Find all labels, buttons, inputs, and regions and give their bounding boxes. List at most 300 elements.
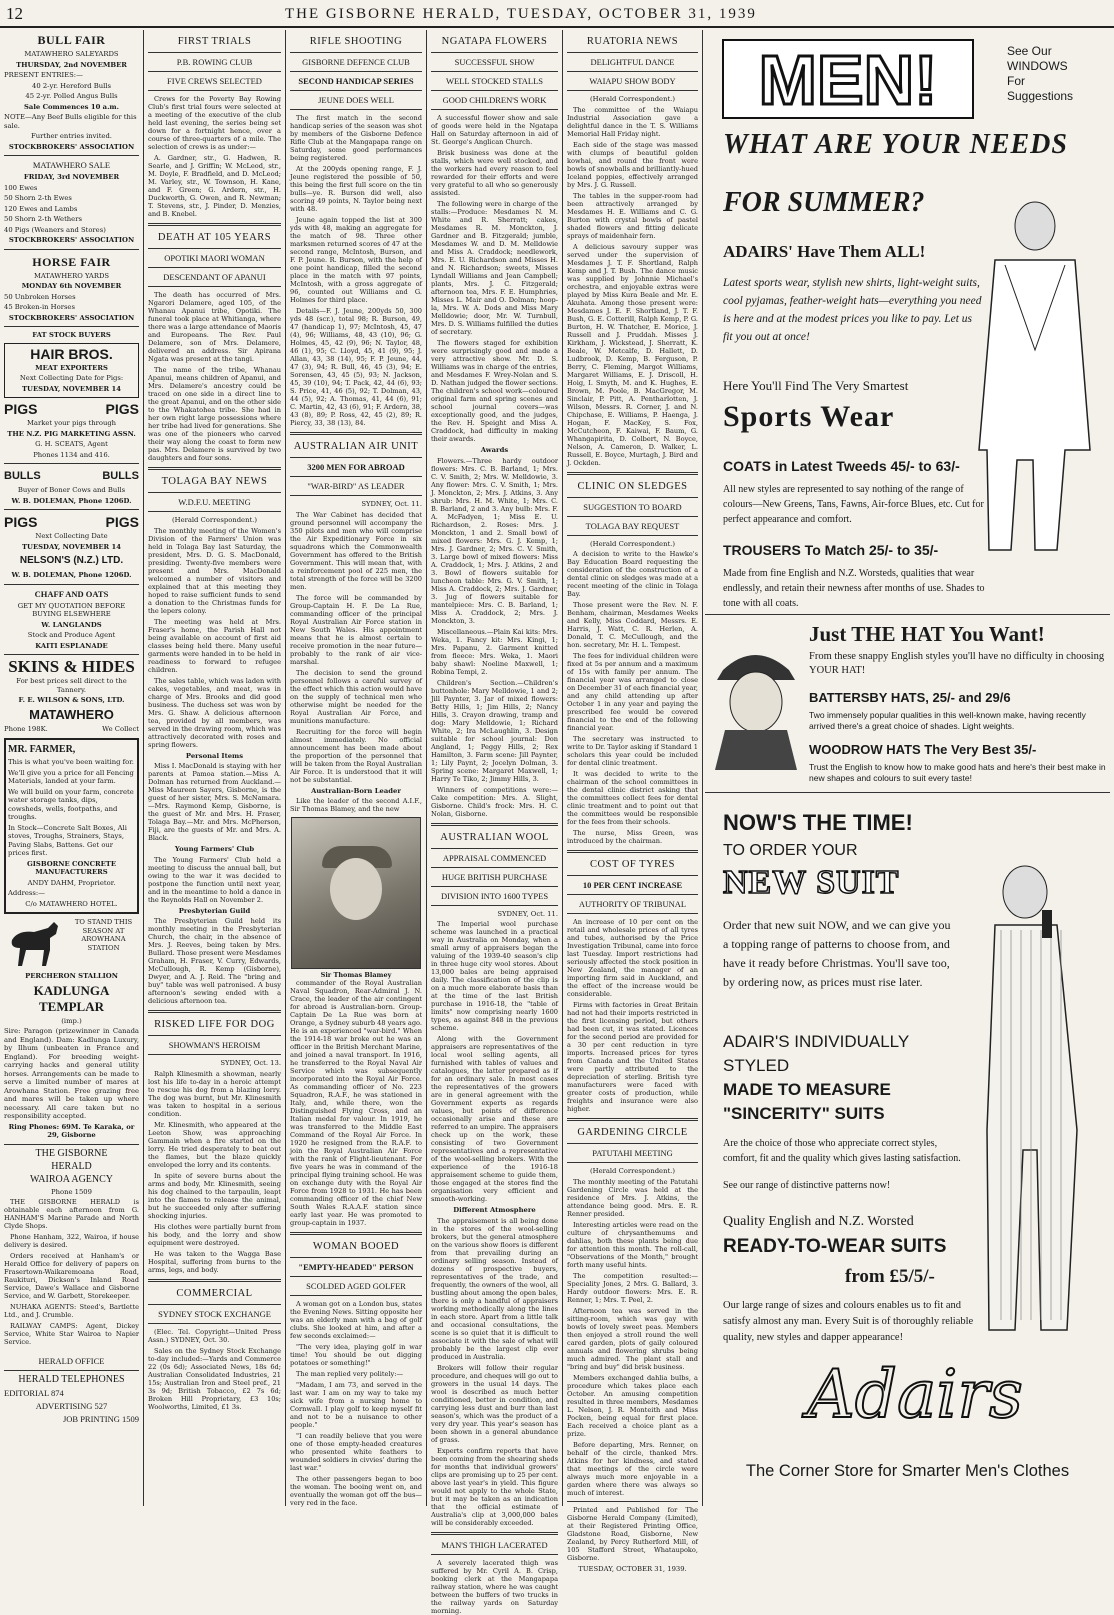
divider	[290, 495, 422, 496]
pigs-heading	[4, 514, 139, 530]
indiv-line: MADE TO MEASURE	[723, 1080, 891, 1099]
sale-line: 50 Shorn 2-th Wethers	[4, 215, 82, 223]
newspaper-title: THE GISBORNE HERALD, TUESDAY, OCTOBER 31, 1939	[285, 6, 757, 22]
subheadline: DESCENDANT OF APANUI	[163, 272, 266, 282]
windows-line: For	[1007, 74, 1025, 88]
divider	[148, 71, 281, 72]
divider	[431, 1532, 558, 1535]
herald-line: Phone 1509	[51, 1187, 92, 1196]
face-shape	[330, 858, 382, 920]
bull-fair-line: 45 2-yr. Polled Angus Bulls	[25, 92, 118, 100]
section-heading: Presbyterian Guild	[178, 906, 251, 915]
article-paragraph: Recruiting for the force will begin almost immediately. No official announcement has been made about the proportion of the personnel that will be taken from the Royal Australian Air Force. It is understood that it will not be substantial.	[290, 727, 422, 784]
indiv-line: "SINCERITY" SUITS	[723, 1104, 885, 1123]
article-paragraph: Afternoon tea was served in the sitting-room, which was gay with bowls of lovely sweet peas. Members then enjoyed a stroll round the well cared garden, plots of gaily coloured annuals and flowering shrubs being much admired. The plant stall and "bring and buy" did brisk business.	[567, 1306, 698, 1371]
article-paragraph: The Presbyterian Guild held its monthly meeting in the Presbyterian Church, the chair, in the absence of Mrs. J. Reeves, being taken by Mrs. Bullard. Those present were Mesdames Graham, H. Fraser, V. Curry, Edwards, McCullough, R. Kemp (Gisborne), Dwyer, and A. J. Reid. The "bring and buy" table was well patronised. A busy afternoon's sewing ended with a delicious afternoon tea.	[148, 917, 281, 1005]
order-text: Order that new suit NOW, and we can give you a topping range of patterns to choose from, and have it ready before Christmas. You'll save too, by ordering now, as prices must rise later.	[723, 918, 951, 989]
adairs-logo: Adairs	[807, 1356, 1023, 1433]
correspondent: (Herald Correspondent.)	[589, 1167, 675, 1175]
quality-worsted: Quality English and N.Z. Worsted	[723, 1214, 914, 1229]
article-paragraph: It was decided to write to the chairman of the school committees in the dental clinic district asking that the committees collect fees for dental clinic treatment and to point out that the committees would be responsible for the fees from their schools.	[567, 770, 698, 826]
farmer-line: ANDY DAHM, Proprietor.	[27, 878, 116, 887]
hair-bros-line: TUESDAY, NOVEMBER 14	[21, 384, 121, 393]
skins-collect: We Collect	[102, 724, 139, 733]
article-paragraph: The Young Farmers' Club held a meeting to discuss the annual ball, but owing to the war it was decided to postpone the function until next year, and in the meantime to hold a dance in the Reynolds Hall on November 2.	[148, 855, 281, 904]
article-paragraph: The nurse, Miss Green, was introduced by the chairman.	[567, 829, 698, 845]
skins-line: F. E. WILSON & SONS, LTD.	[18, 696, 125, 704]
pigs-line: THE N.Z. PIG MARKETING ASSN.	[7, 429, 136, 438]
divider	[567, 875, 698, 876]
divider	[431, 886, 558, 887]
article-paragraph: A woman got on a London bus, states the Evening News. Sitting opposite her was an elderly man with a bag of golf clubs. She looked at him, and after a few seconds exclaimed:—	[290, 1300, 422, 1340]
pigs-title: PIGS	[4, 514, 38, 530]
subheadline: OPOTIKI MAORI WOMAN	[164, 253, 265, 263]
farmer-line: GISBORNE CONCRETE MANUFACTURERS	[26, 859, 117, 876]
farmer-line: C/o MATAWHERO HOTEL.	[25, 899, 118, 908]
article-paragraph: Brokers will follow their regular procedure, and cheques will go out to growers in the usual 14 days. The wool is described as much better conditioned, better in condition, and carrying less dust and burr than last season's, which was the product of a very dry year. This year's season has been shown in a general abundance of grass.	[431, 1363, 558, 1444]
headline: AUSTRALIAN AIR UNIT	[293, 441, 419, 452]
correspondent: (Herald Correspondent.)	[589, 95, 675, 103]
pigs-line: Phones 1134 and 416.	[33, 450, 110, 459]
stallion-name: KADLUNGA TEMPLAR	[33, 982, 110, 1014]
bulls-line: W. B. DOLEMAN, Phone 1206D.	[11, 496, 132, 505]
subheadline: DIVISION INTO 1600 TYPES	[440, 890, 549, 901]
article-paragraph: The first match in the second handicap series of the season was shot by members of the Gisborne Defence Rifle Club at the Mangapapa range on Saturday, some good performances being registered.	[290, 114, 422, 162]
article-paragraph: Flowers.—Three hardy outdoor flowers: Mrs. C. B. Barland, 1; Mrs. C. V. Smith, 2; Mrs. W. Melldowie, 3. Any flower: Mrs. C. V. Smith, 1; Mrs. J. Monckton, 2; Mrs. J. Atkins, 3. Any shrub: Mrs. H. M. White, 1; Mrs. C. B. Barland, 2 and 3. Any bulb: Mrs. F. A. McFadyen, 1; Miss E. U. Richardson, 2. Roses: Mrs. J. Monckton, 1 and 2. Small bowl of mixed flowers: Mrs. G. J. Kemp, 1; Mrs. J. Gardner, 2; Mrs. C. V. Smith, 3. Large bowl of mixed flowers: Miss A. Craddock, 1; Mrs. J. Atkins, 2 and 3. Bowl of flowers suitable for luncheon table: Mrs. G. V. Smith, 1; Miss A. Craddock, 2; Mrs. J. Gardner, 3. Jug of flowers suitable for mantelpiece: Mrs. C. B. Barland, 1; Miss A. Craddock, 2; Mrs. J. Monckton, 3.	[431, 456, 558, 625]
blamey-photo	[291, 817, 421, 969]
see-range: See our range of distinctive patterns now!	[723, 1180, 891, 1191]
article-paragraph: Ralph Klinesmith a showman, nearly lost his life to-day in a heroic attempt to rescue his dog from a blazing lorry. The dog was burnt, but Mr. Klinesmith was taken to hospital in a serious condition.	[148, 1069, 281, 1118]
subheadline: SYDNEY STOCK EXCHANGE	[158, 1308, 271, 1319]
pigs-line: W. B. DOLEMAN, Phone 1206D.	[11, 571, 132, 579]
indiv-line: ADAIR'S INDIVIDUALLY	[723, 1032, 910, 1051]
subheadline: "WAR-BIRD" AS LEADER	[307, 481, 405, 491]
divider	[567, 535, 698, 536]
imprint-date: TUESDAY, OCTOBER 31, 1939.	[578, 1564, 687, 1573]
article-paragraph: The fees for individual children were fixed at 5s per annum and a maximum of 15s with family per annum. The financial year was arranged to close on December 31 of each financial year, and any child attending up after October 1 in any year and paying the prescribed fee would be covered financial to the end of the following financial year.	[567, 652, 698, 732]
divider	[431, 1554, 558, 1555]
bulls-heading	[4, 468, 139, 484]
divider	[148, 1054, 281, 1055]
herald-line: Orders received at Hanham's or Herald Office for delivery of papers on Frasertown-Waikaremoana Road, Raukituri, Dickson's Inland Road Service, Dawe's Wallace and Gisborne Service, and W. Garbett, Storekeeper.	[4, 1252, 139, 1300]
article-paragraph: Before departing, Mrs. Renner, on behalf of the circle, thanked Mrs. Atkins for her kindness, and stated that meetings of the circle were always much more enjoyable in a garden where there was always so much of interest.	[567, 1440, 698, 1497]
article-paragraph: A decision to write to the Hawke's Bay Education Board requesting the consideration of the construction of a dental clinic on sledges was made at a recent meeting of the clinic in Tolaga Bay.	[567, 550, 698, 598]
section-heading: Awards	[480, 446, 509, 454]
chaff-line: W. LANGLANDS	[41, 620, 102, 629]
herald-line: RAILWAY CAMPS: Agent, Dickey Service, White Star Wairoa to Napier Service.	[4, 1322, 139, 1346]
hat-text: From these snappy English styles you'll have no difficulty in choosing YOUR HAT!	[809, 651, 1105, 676]
article-paragraph: At the 200yds opening range, F. J. Jeune registered the possible of 50, this being the first full score on the tin bulls—ye. R. Burson did well, also scoring 49 points, N. Taylor being next with 48.	[290, 165, 422, 213]
article-paragraph: Jeune again topped the list at 300 yds with 48, making an aggregate for the match of 98. Three other marksmen returned scores of 47 at the second range, McIntosh, Burson, and F. P. Jeune. R. Burson, with the help of one point handicap, filled the second place in the match with 97 points, McIntosh, with a gross aggregate of 96, counted out Williams and G. Holmes for third place.	[290, 216, 422, 304]
subheadline: APPRAISAL COMMENCED	[442, 852, 547, 863]
chaff-line: KAITI ESPLANADE	[35, 641, 108, 650]
article-paragraph: The secretary was instructed to write to Dr. Taylor asking if Standard 1 scholars this year could be included for dental clinic treatment.	[567, 735, 698, 767]
subheadline: SHOWMAN'S HEROISM	[168, 1040, 261, 1050]
ad-divider	[705, 792, 1110, 793]
article-paragraph: Interesting articles were read on the culture of chrysanthemums and dahlias, both these plants being due for attention this month. The roll-call, "Observations of the Month," brought forth many useful hints.	[567, 1220, 698, 1269]
article-paragraph: The force will be commanded by Group-Captain H. F. De La Rue, commanding officer of the principal Royal Australian Air Force station in New South Wales. His appointment means that he is almost certain to receive promotion in the near future—probably to the rank of air vice-marshal.	[290, 593, 422, 666]
article-paragraph: The man replied very politely:—	[296, 1370, 404, 1378]
battersby-price: BATTERSBY HATS, 25/- and 29/6	[809, 690, 1011, 705]
skins-title: SKINS & HIDES	[8, 657, 135, 676]
pigs-line: TUESDAY, NOVEMBER 14	[21, 542, 121, 551]
trousers-text: Made from fine English and N.Z. Worsteds, qualities that wear endlessly, and retain their newness after months of use. Shades to tone with all coats.	[723, 568, 985, 609]
bull-fair-line: 40 2-yr. Hereford Bulls	[32, 81, 111, 90]
divider	[290, 1295, 422, 1296]
article-paragraph: The Imperial wool purchase scheme was launched in a practical way in Australia on Monday, when a small army of appraisers began the valuing of the 1939-40 season's clip in three huge city wool stores. About 13,000 bales are being appraised daily. The classification of the clip is on a much more elaborate basis than at the time of the last British purchase in 1916-18, the "table of limits" now comprising nearly 1600 types, as against 848 in the previous scheme.	[431, 920, 558, 1032]
skins-footer	[4, 723, 139, 736]
divider	[148, 1304, 281, 1305]
phone-editorial: EDITORIAL 874	[4, 1388, 64, 1398]
farmer-line: This is what you've been waiting for.	[8, 758, 134, 766]
article-paragraph: The monthly meeting of the Patutahi Gardening Circle was held at the residence of Mrs. J. Atkins, the attendance being good. Mrs. E. R. Renner presided.	[567, 1177, 698, 1218]
skins-line: For best prices sell direct to the Tannery.	[16, 677, 127, 694]
article-paragraph: Miscellaneous.—Plain Kai kits: Mrs. Weka, 1. Fancy kit: Mrs. Kingi, 1; Mrs. Papanu, 2. Garment knitted from fleece: Mrs. Weka, 1. Maori baby shawl: Noeline Maxwell, 1; Robina Tempi, 2.	[431, 627, 558, 676]
page-number: 12	[6, 4, 23, 23]
headline: WOMAN BOOED	[312, 1241, 400, 1252]
article-paragraph: The flowers staged for exhibition were surprisingly good and made a very attractive show. Mr. D. S. Williams was in charge of the entries, and Mesdames F. Wrey-Nolan and S. D. Nathan judged the flower sections. The children's school work—coloured original farm and spring scenes and school journal covers—was exceptionally good, and the judges, the Rev. H. Speight and Miss A. Craddock, had difficulty in making their awards.	[431, 339, 558, 443]
subheadline: SECOND HANDICAP SERIES	[298, 76, 414, 86]
article-paragraph: Along with the Government appraisers are representatives of the local wool selling agents, all furnished with tables of values and catalogues, the latter prepared as if for an ordinary sale. In most cases the representatives of the growers are in general agreement with the Government experts as regards values, but points of difference occasionally arise and these are referred to an umpire. The appraisers check up on the work, these consisting of two Government representatives and a representative of the wool-selling brokers. With the experience of the 1916-18 appraisement scheme to guide them, those engaged at the stores find the organisation very efficient and smooth-working.	[431, 1035, 559, 1203]
fat-stock-buyers: FAT STOCK BUYERS	[32, 331, 111, 339]
subheadline: DELIGHTFUL DANCE	[590, 57, 675, 67]
divider	[290, 90, 422, 91]
subheadline: SCOLDED AGED GOLFER	[306, 1281, 406, 1291]
mr-farmer-ad	[4, 738, 139, 914]
bull-fair-line: PRESENT ENTRIES:—	[4, 71, 83, 79]
article-paragraph: commander of the Royal Australian Naval Squadron, Rear-Admiral J. N. Crace, the leader of the air contingent for abroad is Australian-born. Group-Captain De La Rue was born at Orange, a Sydney suburb 48 years ago. He is an experienced "war-bird." When the 1914-18 war broke out he was an officer in the British Merchant Marine, and joined a naval transport. In 1916, he transferred to the Royal Naval Air Service which was subsequently incorporated into the Royal Air Force. As commanding officer of No. 223 Squadron, R.A.F., he was stationed in Italy, and, while there, won the Distinguished Flying Cross, and an Italian medal for valour. In 1919, he was transferred to the Middle East Command of the Royal Air Force. In 1920 he resigned from the R.A.F. to join the Royal Australian Air Force with the rank of Flight-lieutenant. For five years he was in command of the principal flying training school. He was on exchange duty with the Royal Air Force from 1928 to 1931. He has been commanding officer of the chief New South Wales R.A.A.F. station since early last year. He was promoted to group-captain in 1937.	[290, 979, 422, 1227]
matawhero-sale-title: MATAWHERO SALE	[32, 160, 111, 170]
subheadline: "EMPTY-HEADED" PERSON	[298, 1262, 414, 1272]
divider	[290, 1232, 422, 1235]
stockbrokers-association: STOCKBROKERS' ASSOCIATION	[8, 142, 135, 151]
pigs-title: PIGS	[4, 401, 38, 417]
woodrow-text: Trust the English to know how to make good hats and here's their best make in new shapes and colours to suit every taste!	[809, 762, 1106, 783]
sale-line: 50 Shorn 2-th Ewes	[4, 194, 72, 202]
divider	[431, 52, 558, 53]
section-heading: Young Farmers' Club	[174, 845, 255, 853]
imprint: Printed and Published for The Gisborne Herald Company (Limited), at their Registered Printing Office, Gladstone Road, Gisborne, New Zealand, by Percy Rutherford Mill, of 105 Stafford Street, Whataupoko, Gisborne.	[567, 1505, 698, 1562]
article-paragraph: The tables in the supper-room had been attractively arranged by Mesdames H. E. Williams and C. G. Burton with crystal bowls of pastel shaded flowers and fitting delicate sprays of maidenhair fern.	[567, 191, 698, 240]
headline: RIFLE SHOOTING	[309, 36, 403, 47]
headline: NGATAPA FLOWERS	[441, 36, 548, 47]
bull-fair-place: MATAWHERO SALEYARDS	[24, 50, 119, 58]
herald-agency-title: HERALD	[51, 1160, 92, 1172]
to-order: TO ORDER YOUR	[723, 842, 858, 859]
photo-caption: Sir Thomas Blamey	[320, 971, 392, 979]
herald-line: THE GISBORNE HERALD is obtainable each afternoon from G. HANHAM'S Marine Parade and North Clyde Shops.	[4, 1198, 139, 1230]
column-five	[563, 30, 703, 1573]
article-paragraph: Children's Section.—Children's buttonhole: Mary Melldowie, 1 and 2; Jill Paynter, 3. Jar of mixed flowers: Betty Hills, 1; Jim Hills, 2; Nancy Hills, 3. Crayon drawing, tramp and dog: Mary Melldowie, 1; Richard White, 2; Ira McLaughlin, 3. Design suitable for school journal: Don Angland, 1; Peggy Hills, 2; Rex Hamilton, 3. Farm scene: Jill Paynter, 1; Lily Paynt, 2; Jocelyn Dolman, 3. Spring scene: Margaret Maxwell, 1; Harry Te Tiko, 2; Jimmy Hills, 3.	[431, 678, 558, 783]
divider	[567, 1118, 698, 1121]
farmer-line: We'll give you a price for all Fencing Materials, landed at your farm.	[8, 768, 134, 785]
adairs-advertisement	[705, 30, 1110, 1506]
section-heading: Different Atmosphere	[453, 1206, 536, 1214]
subheadline: 3200 MEN FOR ABROAD	[307, 462, 405, 472]
ready-to-wear-price: from £5/5/-	[845, 1266, 935, 1287]
article-paragraph: (Elec. Tel. Copyright—United Press Assn.) SYDNEY, Oct. 30.	[148, 1327, 281, 1344]
article-paragraph: The decision to send the ground personnel follows a careful survey of the effect which this action would have on the supply of technical men who otherwise might be needed for the Royal Australian Air Force, and munitions manufacture.	[290, 668, 422, 725]
individually-styled	[723, 1030, 983, 1126]
divider	[567, 472, 698, 475]
article-paragraph: The competition resulted:—Speciality Jones, 2 Mrs. G. Ballard, 3. Hardy outdoor flowers: Mrs. E. R. Renner, 1; Mrs. T. Peel, 2.	[567, 1271, 698, 1304]
article-paragraph: Details—F. J. Jeune, 200yds 50, 300 yds 48 (scr.), total 98; R. Burson, 49, 47 (handicap 1), 97; McIntosh, 45, 47 (4), 96; Williams, 48, 43 (10), 96; G. Holmes, 45, 42 (9), 96; N. Taylor, 48, 46 (1), 95; C. Lloyd, 45, 41 (9), 95; J. Allan, 43, 38 (14), 95; F. P. Jeune, 44, 47 (3), 94; R. Bull, 46, 45 (3), 94; E. Sorensen, 43, 45 (5), 93; N. Jackson, 45, 39 (10), 94; T. Pack, 42, 44 (6), 93; S. Price, 41, 46 (5), 92; T. Dolman, 43, 44 (5), 92; A. Thomas, 41, 44 (6), 91; C. Martin, 42, 43 (6), 91; F. Ardern, 38, 43 (8), 89; P. Ross, 42, 45 (2), 89; R. Piercy, 33, 38 (13), 84.	[290, 307, 422, 427]
sports-wear-heading: Sports Wear	[723, 400, 895, 433]
headline: RISKED LIFE FOR DOG	[154, 1019, 275, 1030]
headline: DEATH AT 105 YEARS	[157, 232, 272, 243]
hat-heading: Just THE HAT You Want!	[809, 622, 1045, 646]
divider	[567, 497, 698, 498]
divider	[148, 286, 281, 287]
subheadline: PATUTAHI MEETING	[592, 1148, 673, 1158]
article-paragraph: Those present were the Rev. N. F. Benham, chairman, Mesdames Weeks and Kelly, Miss Coddard, Messrs. E. Harris, J. Watt, C. R. Herlen, A. Donald, T. C. McCullough, and the hon. secretary, Mr. H. L. Tempest.	[567, 601, 698, 649]
article-paragraph: A. Gardner, str., G. Hadwen, R. Searle, and J. Griffin; W. McLeod, str., M. Doyle, F. Bradfield, and D. McLeod; M. Varley, str., W. Townson, H. Kane, and F. Green; G. Ardern, str., H. Duckworth, G. Owen, and R. Newman; T. Stevens, str., J. Pinder, D. Menzies, and B. Knebel.	[148, 154, 281, 218]
divider	[567, 516, 698, 517]
divider	[148, 52, 281, 53]
bulls-line: Buyer of Boner Cows and Bulls	[17, 486, 126, 494]
article-paragraph: Crews for the Poverty Bay Rowing Club's first trial fours were selected at a meeting of the executive of the club held last evening, the series being set down for a fortnight hence, over a course of three-quarters of a mile. The selection of crews is as under:—	[148, 95, 281, 151]
subheadline: W.D.F.U. MEETING	[178, 497, 251, 507]
subheadline: AUTHORITY OF TRIBUNAL	[578, 899, 687, 909]
stallion-line: TO STAND THIS SEASON AT AROWHANA STATION	[74, 918, 133, 952]
herald-office: HERALD OFFICE	[38, 1356, 105, 1366]
section-heading: Personal Items	[185, 751, 244, 760]
dateline: SYDNEY, Oct. 11.	[497, 909, 558, 918]
divider	[567, 913, 698, 914]
bull-fair-line: NOTE—Any Beef Bulls eligible for this sale.	[4, 113, 137, 130]
skins-phone: Phone 198K.	[4, 724, 48, 733]
smartest-text: Here You'll Find The Very Smartest	[723, 378, 909, 393]
subheadline: WAIAPU SHOW BODY	[589, 76, 676, 86]
article-paragraph: The monthly meeting of the Women's Division of the Farmers' Union was held in Tolaga Bay last Saturday, the president, Mrs. D. G. S. MacDonald, presiding. Twenty-five members were present and Mrs. MacDonald welcomed a number of visitors and explained that at this meeting they hoped to raise sufficient funds to send a donation to the Christmas funds for the lepers colony.	[148, 526, 281, 615]
subheadline: SUCCESSFUL SHOW	[454, 57, 535, 67]
bull-fair-line: Further entries invited.	[31, 132, 112, 140]
windows-line: WINDOWS	[1007, 59, 1068, 73]
subheadline: 10 PER CENT INCREASE	[582, 880, 683, 890]
needs-heading: FOR SUMMER?	[723, 187, 925, 218]
divider	[567, 894, 698, 895]
section-heading: Australian-Born Leader	[311, 786, 401, 795]
farmer-line: We will build on your farm, concrete water storage tanks, dips, cowsheds, wells, footpaths, and troughs.	[8, 787, 134, 821]
chaff-title: CHAFF AND OATS	[34, 588, 109, 599]
article-paragraph: The death has occurred of Mrs. Ngarori Delamere, aged 105, of the Whanau Apanui tribe, Opotiki. The funeral took place at Whitianga, where there was a large attendance of Maoris and Europeans. The Rev. Paul Delamere, son of Mrs. Delamere, delivered an address. Sir Apirana Ngata was present at the tangi.	[148, 291, 281, 363]
article-paragraph: A severely lacerated thigh was suffered by Mr. Cyril A. B. Crisp, booking clerk at the Mangapapa railway station, where he was caught between the buffers of two trucks in the railway yards on Saturday morning.	[431, 1558, 558, 1615]
sports-man-illustration	[979, 202, 1090, 550]
divider	[4, 1370, 139, 1371]
headline: COMMERCIAL	[176, 1287, 253, 1299]
article-paragraph: Brisk business was done at the stalls, which were well stocked, and the workers had every reason to feel rewarded for their efforts and were very grateful to all who so generously assisted.	[431, 149, 558, 197]
hat-man-illustration	[715, 655, 797, 770]
matawhero-sale-date: FRIDAY, 3rd NOVEMBER	[23, 173, 120, 181]
divider	[290, 457, 422, 458]
divider	[567, 850, 698, 853]
article-paragraph: Firms with factories in Great Britain had not had their imports restricted in the first licensing period, but others had been cut, it was stated. Licences for the second period are provided for a 30 per cent reduction in tyre imports. Increased prices for tyres from Canada and the United States were partly attributed to the depreciation of sterling. British tyre manufacturers were faced with greater costs of production, while freights and insurance were also higher.	[567, 1001, 698, 1113]
farmer-line: Address:—	[8, 889, 45, 897]
dateline: SYDNEY, Oct. 11.	[361, 500, 422, 508]
pigs-line: G. H. SCEATS, Agent	[35, 440, 108, 448]
farmer-line: In Stock—Concrete Salt Boxes, Ali stoves, Troughs, Strainers, Stays, Paving Slabs, Battens. Get our prices first.	[8, 823, 127, 857]
divider	[148, 492, 281, 493]
range-text: Our large range of sizes and colours enables us to fit and satisfy almost any man. Every Suit is of thoroughly reliable quality, new styles and dapper appearance!	[723, 1300, 974, 1343]
new-suit-heading: NEW SUIT	[723, 864, 900, 901]
article-paragraph: His clothes were partially burnt from his body, and the lorry and show equipment were destroyed.	[148, 1222, 281, 1247]
corner-store-tagline: The Corner Store for Smarter Men's Clothes	[745, 1462, 1070, 1480]
mr-farmer-title: MR. FARMER,	[8, 744, 76, 755]
article-paragraph: The name of the tribe, Whanau Apanui, means children of Apanui, and Mrs. Delamere's ancestry could be traced on one side in a direct line to the great Apanui, and on the other side to the Whakatohea tribe. She had in her own right large possessions where her tribe had lived for generations. She was one of the pioneers who carved their way along the coast to form new pas. Mrs. Delamere is survived by two daughters and four sons.	[148, 366, 281, 462]
divider	[148, 1010, 281, 1013]
coats-price: COATS in Latest Tweeds 45/- to 63/-	[723, 458, 960, 474]
subheadline: WELL STOCKED STALLS	[445, 76, 544, 86]
divider	[290, 476, 422, 477]
article-paragraph: Experts confirm reports that have been coming from the shearing sheds for months that individual growers' clips are promising up to 25 per cent. above last year's in yield. This figure would not apply to the whole State, but it may be taken as an indication that the official estimate of Australia's clip at 3,000,000 bales will be considerably exceeded.	[431, 1446, 558, 1527]
divider	[148, 1035, 281, 1036]
divider	[4, 509, 139, 510]
bulls-title: BULLS	[4, 470, 41, 482]
bull-fair-title: BULL FAIR	[37, 33, 106, 47]
subheadline: GOOD CHILDREN'S WORK	[442, 95, 547, 105]
divider	[567, 90, 698, 91]
article-paragraph: He was taken to the Wagga Base Hospital, suffering from burns to the arms, legs, and body.	[148, 1249, 281, 1274]
herald-line: NUHAKA AGENTS: Steed's, Bartlette Ltd., and J. Crumble.	[4, 1303, 139, 1319]
indiv-line: STYLED	[723, 1056, 790, 1075]
article-paragraph: The appraisement is all being done in the stores of the wool-selling brokers, but the general atmosphere on the various show floors is different from that prevailing during an ordinary selling season. Instead of dozens of prospective buyers, representatives of the trade, and frequently, the owners of the wool, all bustling about among the open bales, there is only a handful of appraisers working methodically along the lines in each store. Apart from a little talk and occasional consultations, the scene is so quiet that it is difficult to associate it with the sale of what will probably be the largest clip ever produced in Australia.	[431, 1216, 558, 1361]
needs-heading: WHAT ARE YOUR NEEDS	[723, 129, 1068, 160]
article-paragraph: Miss I. MacDonald is staying with her parents at Pamoa station.—Miss A. Dolman has returned from Auckland.—Miss Maureen Sayers, Gisborne, is the guest of her sister, Mrs. S. McNamara.—Mrs. Raymond Kemp, Gisborne, is the guest of Mr. and Mrs. H. Fraser, Tolaga Bay.—Mr. and Mrs. McPherson, Fiji, are the guests of Mr. and Mrs. A. Black.	[148, 762, 281, 842]
pigs-title: PIGS	[105, 401, 139, 417]
divider	[567, 1501, 698, 1502]
horse-line: 50 Unbroken Horses	[4, 292, 76, 301]
article-paragraph: In spite of severe burns about the arms and body, Mr. Klinesmith, seeing his dog chained to the tarpaulin, leapt into the flames to release the animal, but he succeeded only after suffering shocking injuries.	[148, 1171, 281, 1220]
divider	[148, 90, 281, 91]
pigs-line: Market your pigs through	[26, 419, 117, 427]
article-paragraph: An increase of 10 per cent on the retail and wholesale prices of all tyres and tubes, authorised by the Price Investigation Tribunal, came into force last Tuesday. Import restrictions had seriously affected the stock position in New Zealand, the manager of an importing firm said in Auckland, and the effect of the increase would be considerable.	[567, 918, 698, 998]
correspondent: (Herald Correspondent.)	[171, 516, 257, 524]
headline: RUATORIA NEWS	[586, 36, 679, 47]
subheadline: P.B. ROWING CLUB	[176, 57, 253, 67]
divider	[148, 223, 281, 226]
subheadline: FIVE CREWS SELECTED	[167, 76, 262, 86]
sale-line: 100 Ewes	[4, 183, 38, 192]
wairoa-agency: WAIROA AGENCY	[29, 1173, 114, 1185]
headline: AUSTRALIAN WOOL	[440, 831, 549, 843]
suit-man-illustration	[987, 866, 1077, 1330]
stockbrokers-association: STOCKBROKERS' ASSOCIATION	[8, 236, 135, 244]
article-paragraph: The War Cabinet has decided that ground personnel will accompany the 350 pilots and men who will comprise the Air Expeditionary Force in six squadrons which the Commonwealth Government has offered to the British Government. This will mean that, with a reinforcement pool of 225 men, the total strength of the force will be 3200 men.	[290, 510, 422, 591]
divider	[567, 1162, 698, 1163]
dateline: SYDNEY, Oct. 13.	[220, 1059, 281, 1067]
article-paragraph: Mr. Klinesmith, who appeared at the Leeton Show, was approaching Gammain when a fire started on the lorry. He tried desperately to beat out the flames, but the blaze quickly enveloped the lorry and its contents.	[148, 1120, 281, 1169]
horse-fair-place: MATAWHERO YARDS	[33, 271, 110, 280]
latest-text: Latest sports wear, stylish new shirts, light-weight suits, cool pyjamas, feather-weight hats—everything you need is here and at the modest prices you like to pay. Let us fit you out at once!	[723, 277, 982, 343]
article-paragraph: The committee of the Waiapu Industrial Association gave a delightful dance in the T. S. Williams Memorial Hall Friday night.	[567, 105, 698, 138]
windows-note	[1007, 44, 1107, 104]
article-paragraph: "Madam, I am 73, and served in the last war. I am on my way to take my sick wife from a nursing home to Cornwall. I play golf to keep myself fit and not to be a nuisance to other people."	[290, 1381, 422, 1429]
divider	[431, 867, 558, 868]
chaff-line: GET MY QUOTATION BEFORE BUYING ELSEWHERE	[17, 601, 126, 618]
pigs-heading	[4, 401, 139, 417]
battersby-text: Two immensely popular qualities in this well-known make, having recently arrived there's a great choice of shades. Light weights.	[809, 710, 1086, 731]
ready-to-wear: READY-TO-WEAR SUITS	[723, 1236, 947, 1257]
divider	[4, 326, 139, 327]
column-four	[427, 30, 563, 1615]
herald-telephones: HERALD TELEPHONES	[18, 1374, 125, 1385]
windows-line: See Our	[1007, 44, 1052, 58]
bull-fair-date: THURSDAY, 2nd NOVEMBER	[16, 60, 127, 69]
article-paragraph: Winners of competitions were:—Cake competition: Mrs. A. Slight, Gisborne. Child's frock: Mrs. H. C. Nolan, Gisborne.	[431, 785, 558, 818]
divider	[567, 1143, 698, 1144]
subheadline: TOLAGA BAY REQUEST	[585, 520, 680, 531]
skins-matawhero: MATAWHERO	[29, 706, 114, 722]
subheadline: HUGE BRITISH PURCHASE	[441, 871, 548, 882]
article-paragraph: The following were in charge of the stalls:—Produce: Mesdames N. M. White and R. Sherratt; cakes, Mesdames R. M. Monckton, J. Gardner and B. Fitzgerald; jumble, Mesdames W. and D. M. Melldowie and Miss A. Craddock; needlework, Mrs. E. U. Richardson and Misses H. and N. Richardson; sweets, Misses Lyndall Williams and Jean Campbell; plants, Mrs. J. C. Fitzgerald; afternoon tea, Mrs. F. E. Humphries, Misses L. Mair and O. Dolman; hoop-la, Mrs. W. A. Dods and Miss Mary Melldowie; door, Mr. W. Turnbull, Mrs. D. S. Williams fulfilled the duties of secretary.	[431, 200, 558, 336]
hair-bros-sub: MEAT EXPORTERS	[35, 363, 108, 372]
article-paragraph: The other passengers began to boo the woman. The booing went on, and eventually the woman got off the bus—very red in the face.	[290, 1475, 422, 1507]
headline: FIRST TRIALS	[177, 36, 252, 47]
divider	[148, 248, 281, 249]
stockbrokers-association: STOCKBROKERS' ASSOCIATION	[8, 313, 135, 322]
article-paragraph: "The very idea, playing golf in war time! You should be out digging potatoes or something!"	[290, 1343, 422, 1367]
subheadline: GISBORNE DEFENCE CLUB	[302, 57, 410, 67]
stallion-text: Sire: Paragon (prizewinner in Canada and England). Dam: Kadlunga Luxury, by Ilhum (unbeaten in France and England). For breeding weight-carrying hacks and general utility horses. Arrangements can be made to serve a limited number of mares at Arowhana Station. Free grazing free and mares will be taken up where necessary. All care taken but no responsibility accepted.	[4, 1027, 139, 1120]
herald-agency-title: THE GISBORNE	[35, 1147, 108, 1159]
ad-divider	[705, 614, 1110, 615]
divider	[431, 71, 558, 72]
divider	[148, 1323, 281, 1324]
divider	[4, 584, 139, 585]
subheadline: SUGGESTION TO BOARD	[583, 501, 682, 512]
phone-advertising: ADVERTISING 527	[35, 1401, 108, 1411]
divider	[4, 1144, 139, 1145]
chaff-line: Stock and Produce Agent	[27, 631, 116, 639]
headline: GARDENING CIRCLE	[577, 1127, 688, 1138]
woodrow-price: WOODROW HATS The Very Best 35/-	[809, 742, 1037, 757]
adairs-have: ADAIRS' Have Them ALL!	[723, 242, 926, 261]
headline: TOLAGA BAY NEWS	[161, 476, 268, 487]
divider	[4, 155, 139, 156]
divider	[567, 52, 698, 53]
correspondent: (Herald Correspondent.)	[589, 539, 675, 548]
divider	[431, 90, 558, 91]
divider	[290, 109, 422, 110]
pigs-line: Next Collecting Date	[35, 532, 108, 540]
coats-text: All new styles are represented to say nothing of the range of colours—New Greens, Tans, Fawns, Air-force Blues, etc. Cut for perfect appearance and comfort.	[723, 484, 984, 525]
article-paragraph: "I can readily believe that you were one of those empty-headed creatures who presented white feathers to wounded soldiers in civvies' during the last war."	[290, 1432, 422, 1472]
divider	[290, 52, 422, 53]
divider	[290, 432, 422, 435]
stallion-imp: (imp.)	[61, 1016, 82, 1025]
stallion-phones: Ring Phones: 69M. Te Karaka, or 29, Gisborne	[8, 1122, 135, 1139]
article-paragraph: A successful flower show and sale of goods were held in the Ngatapa Hall on Saturday afternoon in aid of St. George's Anglican Church.	[431, 114, 558, 146]
divider	[4, 463, 139, 464]
nows-the-time: NOW'S THE TIME!	[723, 810, 913, 835]
article-paragraph: Like the leader of the second A.I.F., Sir Thomas Blamey, and the new	[290, 797, 422, 813]
stallion-ad	[4, 918, 139, 1140]
article-paragraph: Each side of the stage was massed with clumps of beautiful golden kowhai, and round the front were bowls of snowballs and brilliantly-hued Iceland poppies, effectively arranged by Mrs. J. G. Russell.	[567, 140, 698, 189]
bull-fair-line: Sale Commences 10 a.m.	[24, 102, 119, 111]
phone-job-printing: JOB PRINTING 1509	[62, 1414, 139, 1424]
divider	[290, 1257, 422, 1258]
masthead	[0, 0, 1114, 28]
divider	[290, 1276, 422, 1277]
divider	[4, 249, 139, 250]
horse-illustration	[4, 918, 64, 970]
article-paragraph: The sales table, which was laden with cakes, vegetables, and meat, was in charge of Mrs. Brooks and did good business. The duchess set was won by Mrs. G. Shaw. A delicious afternoon tea, provided by all members, was served in the drawing room, which was attractively decorated with roses and spring flowers.	[148, 676, 281, 749]
hair-bros-name: HAIR BROS.	[30, 345, 113, 362]
divider	[431, 848, 558, 849]
sale-line: 120 Ewes and Lambs	[4, 204, 78, 213]
divider	[431, 905, 558, 906]
divider	[148, 1279, 281, 1282]
